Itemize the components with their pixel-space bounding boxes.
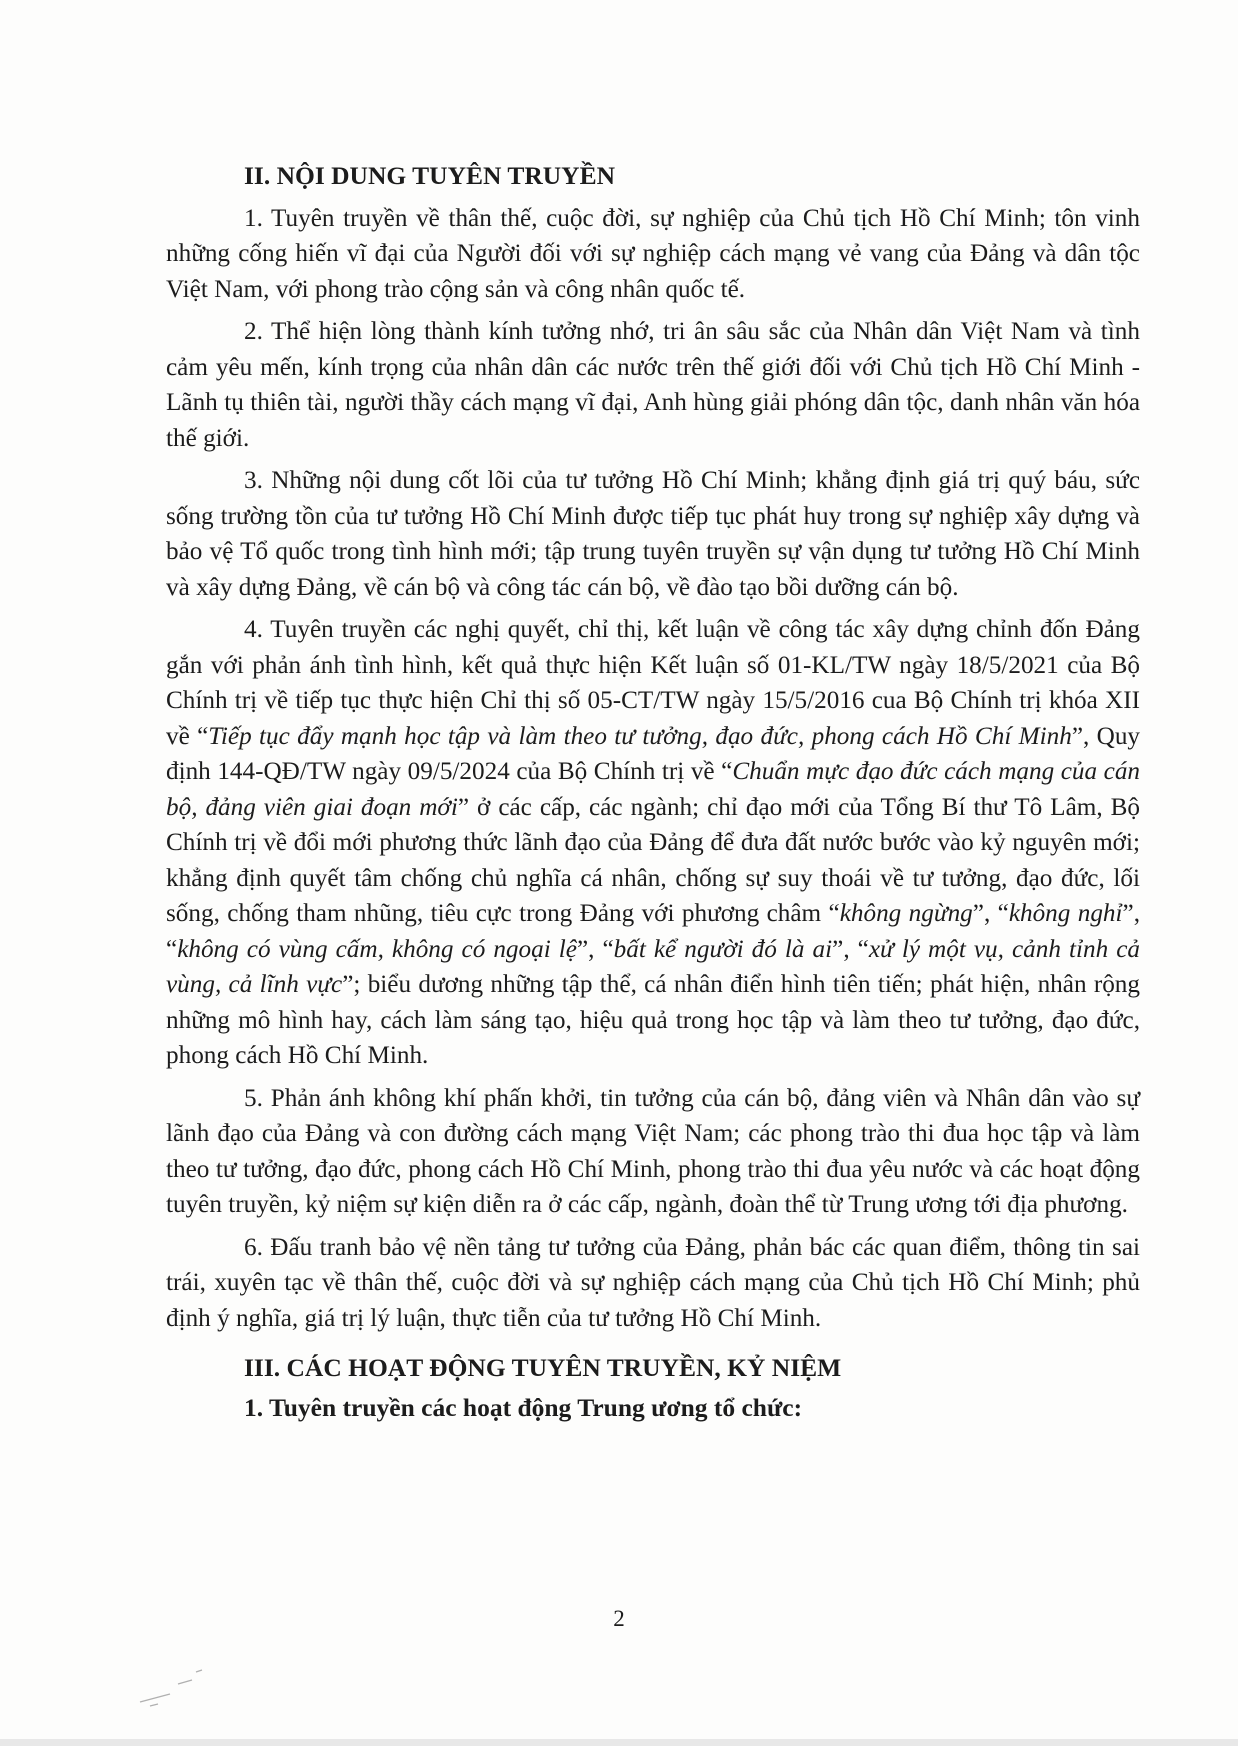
italic-quote-run: không có vùng cấm, không có ngoại lệ [177,935,577,963]
paragraph-3 [166,463,1140,605]
italic-quote-run: Chuẩn mực đạo đức cách mạng của cán bộ, đảng viên giai đoạn mới [166,758,1141,821]
text-run: 5. Phản ánh không khí phấn khởi, tin tưởng của cán bộ, đảng viên và Nhân dân vào sự lãnh đạo của Đảng và con đường cách mạng Việt Nam; các phong trào thi đua học tập và làm theo tư tưởng, đạo đức, phong cách Hồ Chí Minh, phong trào thi đua yêu nước và các hoạt động tuyên truyền, kỷ niệm sự kiện diễn ra ở các cấp, ngành, đoàn thể từ Trung ương tới địa phương. [166,1084,1140,1218]
paragraph-6 [166,1230,1140,1337]
text-run: ”; biểu dương những tập thể, cá nhân điển hình tiên tiến; phát hiện, nhân rộng những mô hình hay, cách làm sáng tạo, hiệu quả trong học tập và làm theo tư tưởng, đạo đức, phong cách Hồ Chí Minh. [166,971,1140,1069]
text-run: 4. Tuyên truyền các nghị quyết, chỉ thị, kết luận về công tác xây dựng chỉnh đốn Đảng gắn với phản ánh tình hình, kết quả thực hiện Kết luận số 01-KL/TW ngày 18/5/2021 của Bộ Chính trị về tiếp tục thực hiện Chỉ thị số 05-CT/TW ngày 15/5/2016 cua Bộ Chính trị khóa XII về “ [166,616,1140,750]
paragraph-4 [166,612,1140,1074]
italic-quote-run: không ngừng [839,900,973,927]
text-run: ”, “ [576,935,614,963]
paragraph-1 [166,201,1140,308]
text-run: ”, “ [166,900,1141,963]
document-body [166,158,1140,1425]
section-heading-content: II. NỘI DUNG TUYÊN TRUYỀN [244,161,615,190]
page-number: 2 [613,1606,625,1631]
text-run: ”, “ [972,900,1009,927]
scan-artifact-mark [130,1650,250,1710]
text-run: ”, Quy định 144-QĐ/TW ngày 09/5/2024 của Bộ Chính trị về “ [166,722,1141,785]
text-run: 2. Thể hiện lòng thành kính tưởng nhớ, tri ân sâu sắc của Nhân dân Việt Nam và tình cảm yêu mến, kính trọng của nhân dân các nước trên thế giới đối với Chủ tịch Hồ Chí Minh - Lãnh tụ thiên tài, người thầy cách mạng vĩ đại, Anh hùng giải phóng dân tộc, danh nhân văn hóa thế giới. [166,318,1140,452]
italic-quote-run: xử lý một vụ, cảnh tỉnh cả vùng, cả lĩnh vực [166,935,1140,998]
italic-quote-run: không nghỉ [1008,900,1123,927]
text-run: 1. Tuyên truyền về thân thế, cuộc đời, sự nghiệp của Chủ tịch Hồ Chí Minh; tôn vinh những cống hiến vĩ đại của Người đối với sự nghiệp cách mạng vẻ vang của Đảng và dân tộc Việt Nam, với phong trào cộng sản và công nhân quốc tế. [166,204,1140,303]
subsection-heading-central: 1. Tuyên truyền các hoạt động Trung ương tổ chức: [244,1392,803,1422]
text-run: 3. Những nội dung cốt lõi của tư tưởng Hồ Chí Minh; khẳng định giá trị quý báu, sức sống trường tồn của tư tưởng Hồ Chí Minh được tiếp tục phát huy trong sự nghiệp xây dựng và bảo vệ Tổ quốc trong tình hình mới; tập trung tuyên truyền sự vận dụng tư tưởng Hồ Chí Minh và xây dựng Đảng, về cán bộ và công tác cán bộ, về đào tạo bồi dưỡng cán bộ. [166,467,1140,601]
paragraph-2 [166,314,1140,456]
scan-bottom-edge [0,1739,1238,1746]
section-heading-activities: III. CÁC HOẠT ĐỘNG TUYÊN TRUYỀN, KỶ NIỆM [244,1353,842,1382]
italic-quote-run: bất kể người đó là ai [613,935,833,963]
paragraph-5 [166,1081,1140,1223]
text-run: ”, “ [832,935,869,963]
text-run: 6. Đấu tranh bảo vệ nền tảng tư tưởng của Đảng, phản bác các quan điểm, thông tin sai trái, xuyên tạc về thân thế, cuộc đời và sự nghiệp cách mạng của Chủ tịch Hồ Chí Minh; phủ định ý nghĩa, giá trị lý luận, thực tiễn của tư tưởng Hồ Chí Minh. [166,1233,1140,1332]
text-run: ” ở các cấp, các ngành; chỉ đạo mới của Tổng Bí thư Tô Lâm, Bộ Chính trị về đổi mới phương thức lãnh đạo của Đảng để đưa đất nước bước vào kỷ nguyên mới; khẳng định quyết tâm chống chủ nghĩa cá nhân, chống sự suy thoái về tư tưởng, đạo đức, lối sống, chống tham nhũng, tiêu cực trong Đảng với phương châm “ [166,793,1140,927]
italic-quote-run: Tiếp tục đẩy mạnh học tập và làm theo tư tưởng, đạo đức, phong cách Hồ Chí Minh [208,722,1072,750]
